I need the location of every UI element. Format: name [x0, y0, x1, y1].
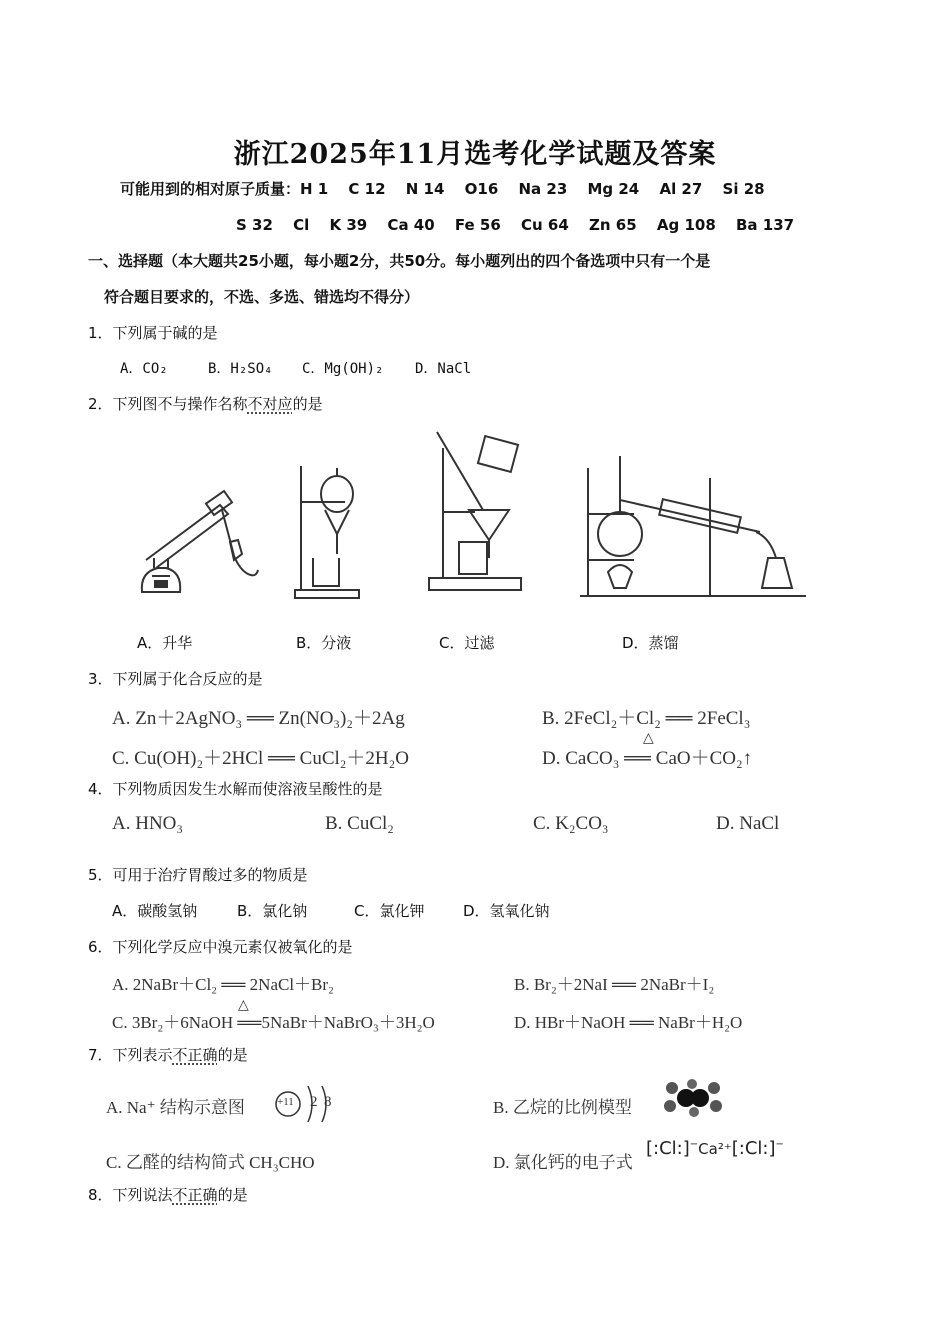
q3-d-condition: △	[643, 731, 654, 746]
sublimation-apparatus-image	[130, 480, 265, 610]
cl-electron-dot-left: :Cl:	[653, 1138, 683, 1159]
atomic-mass-line-1: 可能用到的相对原子质量：H 1 C 12 N 14 O16 Na 23 Mg 24 Al 27 Si 28	[120, 180, 765, 198]
q5-option-a: A．碳酸氢钠	[112, 902, 198, 920]
q7-stem-post: 的是	[217, 1046, 248, 1064]
q4-option-a: A. HNO₃	[112, 813, 184, 834]
q5-option-b: B．氯化钠	[237, 902, 308, 920]
question-5-stem: 5．可用于治疗胃酸过多的物质是	[88, 866, 308, 884]
q7-stem-pre: 7．下列表示	[88, 1046, 173, 1064]
q7-option-c: C. 乙醛的结构简式 CH₃CHO	[106, 1153, 315, 1172]
q6-option-b: B. Br₂＋2NaI ══ 2NaBr＋I₂	[514, 975, 715, 994]
q8-stem-mark: 不正确	[172, 1186, 218, 1204]
q3-option-b: B. 2FeCl₂＋Cl₂ ══ 2FeCl₃	[542, 708, 751, 729]
q2-option-d: D．蒸馏	[622, 634, 679, 652]
calcium-chloride-electron-formula: [:Cl:]−Ca²⁺[:Cl:]−	[646, 1138, 784, 1159]
q6-option-c: C. 3Br₂＋6NaOH ══5NaBr＋NaBrO₃＋3H₂O	[112, 1013, 435, 1032]
q7-option-b: B. 乙烷的比例模型	[493, 1098, 632, 1117]
question-8-stem	[88, 1184, 248, 1205]
q4-option-b: B. CuCl₂	[325, 813, 394, 834]
q6-option-a: A. 2NaBr＋Cl₂ ══ 2NaCl＋Br₂	[112, 975, 334, 994]
question-2-stem	[88, 393, 323, 414]
q7-stem-mark: 不正确	[172, 1046, 218, 1064]
q7-option-a: A. Na⁺ 结构示意图	[106, 1098, 245, 1117]
q2-option-b: B．分液	[296, 634, 352, 652]
q2-option-a: A．升华	[137, 634, 193, 652]
question-4-stem: 4．下列物质因发生水解而使溶液呈酸性的是	[88, 780, 383, 798]
filtration-apparatus-image	[425, 428, 525, 596]
atomic-mass-line-2: S 32 Cl K 39 Ca 40 Fe 56 Cu 64 Zn 65 Ag 108 Ba 137	[236, 216, 795, 234]
distillation-apparatus-image	[580, 448, 808, 598]
q1-option-b: B．H₂SO₄	[208, 361, 273, 377]
q2-stem-mark: 不对应	[247, 395, 293, 413]
q3-option-c: C. Cu(OH)₂＋2HCl ══ CuCl₂＋2H₂O	[112, 748, 409, 769]
q4-option-c: C. K₂CO₃	[533, 813, 609, 834]
na-shell-1-label: 2	[310, 1094, 318, 1110]
na-nucleus-label: +11	[277, 1096, 294, 1108]
section-heading-line-2: 符合题目要求的，不选、多选、错选均不得分）	[104, 288, 420, 306]
q8-stem-post: 的是	[217, 1186, 248, 1204]
question-6-stem: 6．下列化学反应中溴元素仅被氧化的是	[88, 938, 353, 956]
separatory-funnel-image	[293, 462, 363, 602]
q2-option-c: C．过滤	[439, 634, 495, 652]
ca-ion: Ca²⁺	[698, 1140, 732, 1158]
question-3-stem: 3．下列属于化合反应的是	[88, 670, 263, 688]
q4-option-d: D. NaCl	[716, 813, 780, 834]
q1-option-c: C．Mg(OH)₂	[302, 361, 384, 377]
page-title: 浙江2025年11月选考化学试题及答案	[233, 139, 717, 170]
q3-option-a: A. Zn＋2AgNO₃ ══ Zn(NO₃)₂＋2Ag	[112, 708, 405, 729]
q1-option-d: D．NaCl	[415, 361, 472, 377]
q2-stem-pre: 2．下列图不与操作名称	[88, 395, 248, 413]
q3-option-d: D. CaCO₃ ══ CaO＋CO₂↑	[542, 748, 753, 769]
ethane-space-filling-model	[662, 1078, 724, 1118]
q1-option-a: A．CO₂	[120, 361, 168, 377]
section-heading-line-1: 一、选择题（本大题共25小题，每小题2分，共50分。每小题列出的四个备选项中只有一个是	[88, 252, 711, 270]
q5-option-c: C．氯化钾	[354, 902, 425, 920]
cl-charge-right: −	[775, 1139, 784, 1150]
na-shell-2-label: 8	[324, 1094, 332, 1110]
q6-c-condition: △	[238, 998, 249, 1013]
q8-stem-pre: 8．下列说法	[88, 1186, 173, 1204]
cl-charge-left: −	[689, 1139, 699, 1150]
cl-electron-dot-right: :Cl:	[738, 1138, 769, 1159]
q2-stem-post: 的是	[292, 395, 323, 413]
question-1-stem: 1．下列属于碱的是	[88, 324, 218, 342]
q6-option-d: D. HBr＋NaOH ══ NaBr＋H₂O	[514, 1013, 743, 1032]
q7-option-d: D. 氯化钙的电子式	[493, 1153, 633, 1172]
question-7-stem	[88, 1044, 248, 1065]
q5-option-d: D．氢氧化钠	[463, 902, 550, 920]
